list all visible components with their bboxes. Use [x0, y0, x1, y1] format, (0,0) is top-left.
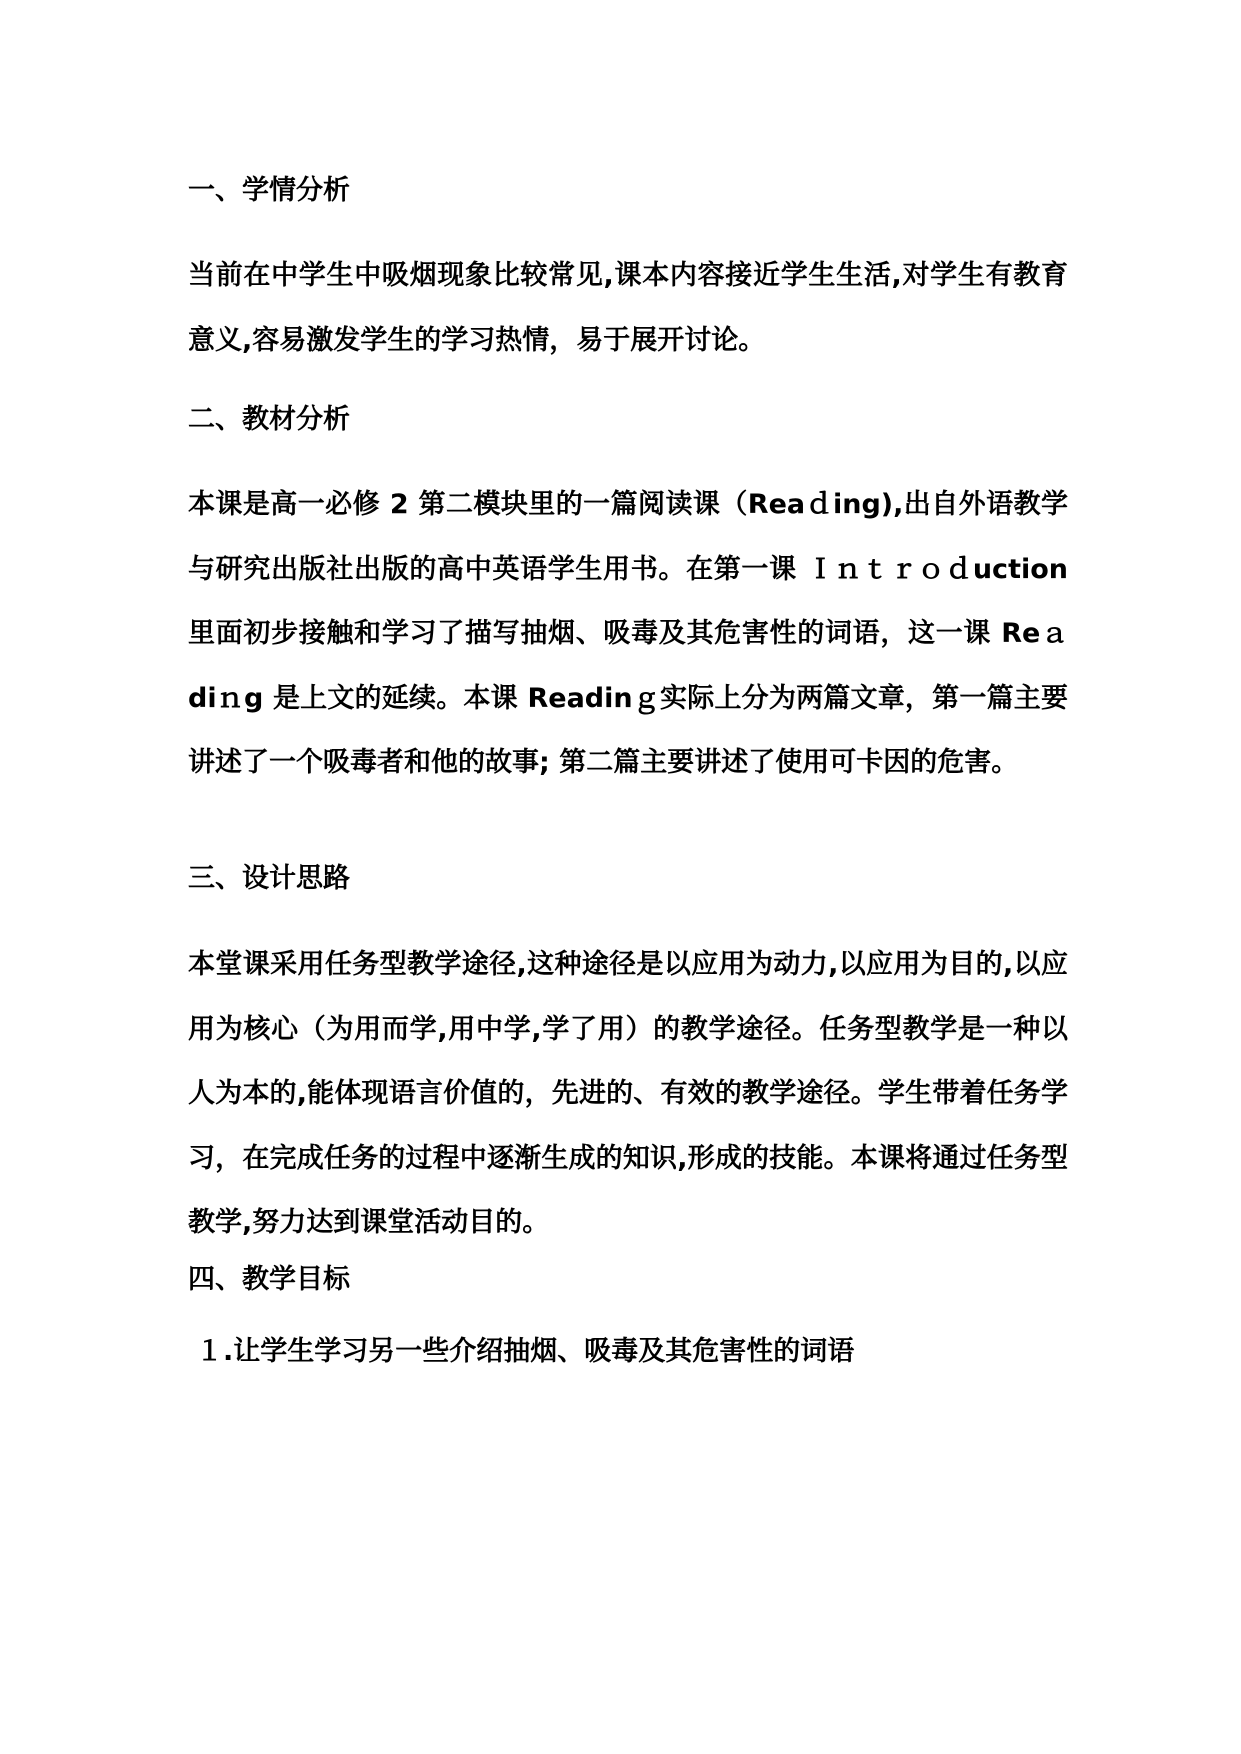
- section-heading-3: 三、设计思路: [188, 863, 350, 894]
- section-heading-2: 二、教材分析: [188, 404, 350, 435]
- section-heading-1: 一、学情分析: [188, 175, 350, 206]
- section-heading-4: 四、教学目标: [188, 1264, 350, 1295]
- section-body-2: 本课是高一必修 2 第二模块里的一篇阅读课（Reaｄing),出自外语教学与研究出版社出版的高中英语学生用书。在第一课 Ｉｎｔｒｏｄuction 里面初步接触和学习了描写抽烟、吸毒及其危害性的词语，这一课 Reａdiｎg 是上文的延续。本课 Readinｇ实际上分为两篇文章，第一篇主要讲述了一个吸毒者和他的故事; 第二篇主要讲述了使用可卡因的危害。: [188, 489, 1068, 778]
- section-body-1: 当前在中学生中吸烟现象比较常见,课本内容接近学生生活,对学生有教育意义,容易激发学生的学习热情，易于展开讨论。: [188, 260, 1068, 356]
- section-body-3: 本堂课采用任务型教学途径,这种途径是以应用为动力,以应用为目的,以应用为核心（为用而学,用中学,学了用）的教学途径。任务型教学是一种以人为本的,能体现语言价值的，先进的、有效的教学途径。学生带着任务学习，在完成任务的过程中逐渐生成的知识,形成的技能。本课将通过任务型教学,努力达到课堂活动目的。: [188, 949, 1068, 1238]
- objective-item-1: １.让学生学习另一些介绍抽烟、吸毒及其危害性的词语: [196, 1336, 855, 1367]
